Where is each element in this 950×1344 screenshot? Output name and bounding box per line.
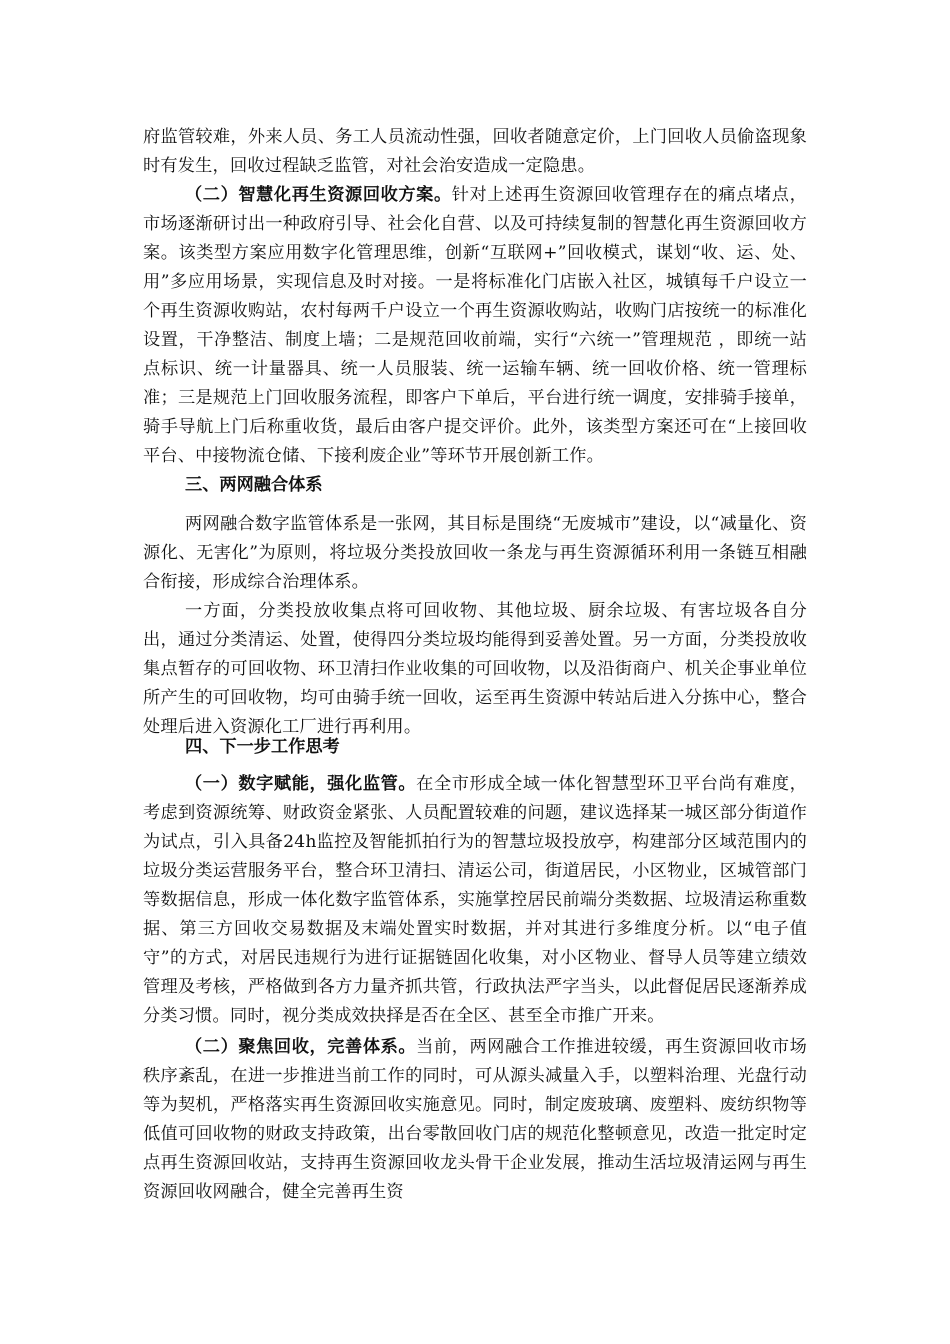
paragraph-5-lead: （一）数字赋能，强化监管。: [185, 774, 417, 794]
paragraph-3: [143, 510, 807, 597]
paragraph-2-lead: （二）智慧化再生资源回收方案。: [185, 185, 452, 205]
paragraph-5: [143, 770, 807, 1031]
paragraph-4-text: 一方面，分类投放收集点将可回收物、其他垃圾、厨余垃圾、有害垃圾各自分出，通过分类清运、处置，使得四分类垃圾均能得到妥善处置。另一方面，分类投放收集点暂存的可回收物、环卫清扫作业收集的可回收物，以及沿街商户、机关企事业单位所产生的可回收物，均可由骑手统一回收，运至再生资源中转站后进入分拣中心，整合处理后进入资源化工厂进行再利用。: [143, 601, 807, 737]
section-heading-3: 三、两网融合体系: [185, 475, 323, 495]
paragraph-6: [143, 1033, 807, 1207]
paragraph-6-text: 当前，两网融合工作推进较缓，再生资源回收市场秩序紊乱，在进一步推进当前工作的同时，可从源头减量入手，以塑料治理、光盘行动等为契机，严格落实再生资源回收实施意见。同时，制定废玻璃、废塑料、废纺织物等低值可回收物的财政支持政策，出台零散回收门店的规范化整顿意见，改造一批定时定点再生资源回收站，支持再生资源回收龙头骨干企业发展，推动生活垃圾清运网与再生资源回收网融合，健全完善再生资: [143, 1037, 807, 1202]
paragraph-6-lead: （二）聚焦回收，完善体系。: [185, 1037, 417, 1057]
paragraph-1-text: 府监管较难，外来人员、务工人员流动性强，回收者随意定价，上门回收人员偷盗现象时有发生，回收过程缺乏监管，对社会治安造成一定隐患。: [143, 127, 807, 176]
paragraph-1: [143, 123, 807, 181]
paragraph-5-text: 在全市形成全域一体化智慧型环卫平台尚有难度，考虑到资源统筹、财政资金紧张、人员配置较难的问题，建议选择某一城区部分街道作为试点，引入具备24h监控及智能抓拍行为的智慧垃圾投放亭，构建部分区域范围内的垃圾分类运营服务平台，整合环卫清扫、清运公司，街道居民，小区物业，区城管部门等数据信息，形成一体化数字监管体系，实施掌控居民前端分类数据、垃圾清运称重数据、第三方回收交易数据及末端处置实时数据，并对其进行多维度分析。以“电子值守”的方式，对居民违规行为进行证据链固化收集，对小区物业、督导人员等建立绩效管理及考核，严格做到各方力量齐抓共管，行政执法严字当头，以此督促居民逐渐养成分类习惯。同时，视分类成效抉择是否在全区、甚至全市推广开来。: [143, 774, 807, 1026]
paragraph-3-text: 两网融合数字监管体系是一张网，其目标是围绕“无废城市”建设，以“减量化、资源化、无害化”为原则，将垃圾分类投放回收一条龙与再生资源循环利用一条链互相融合衔接，形成综合治理体系。: [143, 514, 807, 592]
paragraph-4: [143, 597, 807, 742]
paragraph-2: [143, 181, 807, 471]
paragraph-2-text: 针对上述再生资源回收管理存在的痛点堵点，市场逐渐研讨出一种政府引导、社会化自营、以及可持续复制的智慧化再生资源回收方案。该类型方案应用数字化管理思维，创新“互联网+”回收模式，谋划“收、运、处、用”多应用场景，实现信息及时对接。一是将标准化门店嵌入社区，城镇每千户设立一个再生资源收购站，农村每两千户设立一个再生资源收购站，收购门店按统一的标准化设置，干净整洁、制度上墙；二是规范回收前端，实行“六统一”管理规范 ，即统一站点标识、统一计量器具、统一人员服装、统一运输车辆、统一回收价格、统一管理标准；三是规范上门回收服务流程，即客户下单后，平台进行统一调度，安排骑手接单，骑手导航上门后称重收货，最后由客户提交评价。此外，该类型方案还可在“上接回收平台、中接物流仓储、下接利废企业”等环节开展创新工作。: [143, 185, 807, 466]
section-heading-4: 四、下一步工作思考: [185, 737, 340, 757]
